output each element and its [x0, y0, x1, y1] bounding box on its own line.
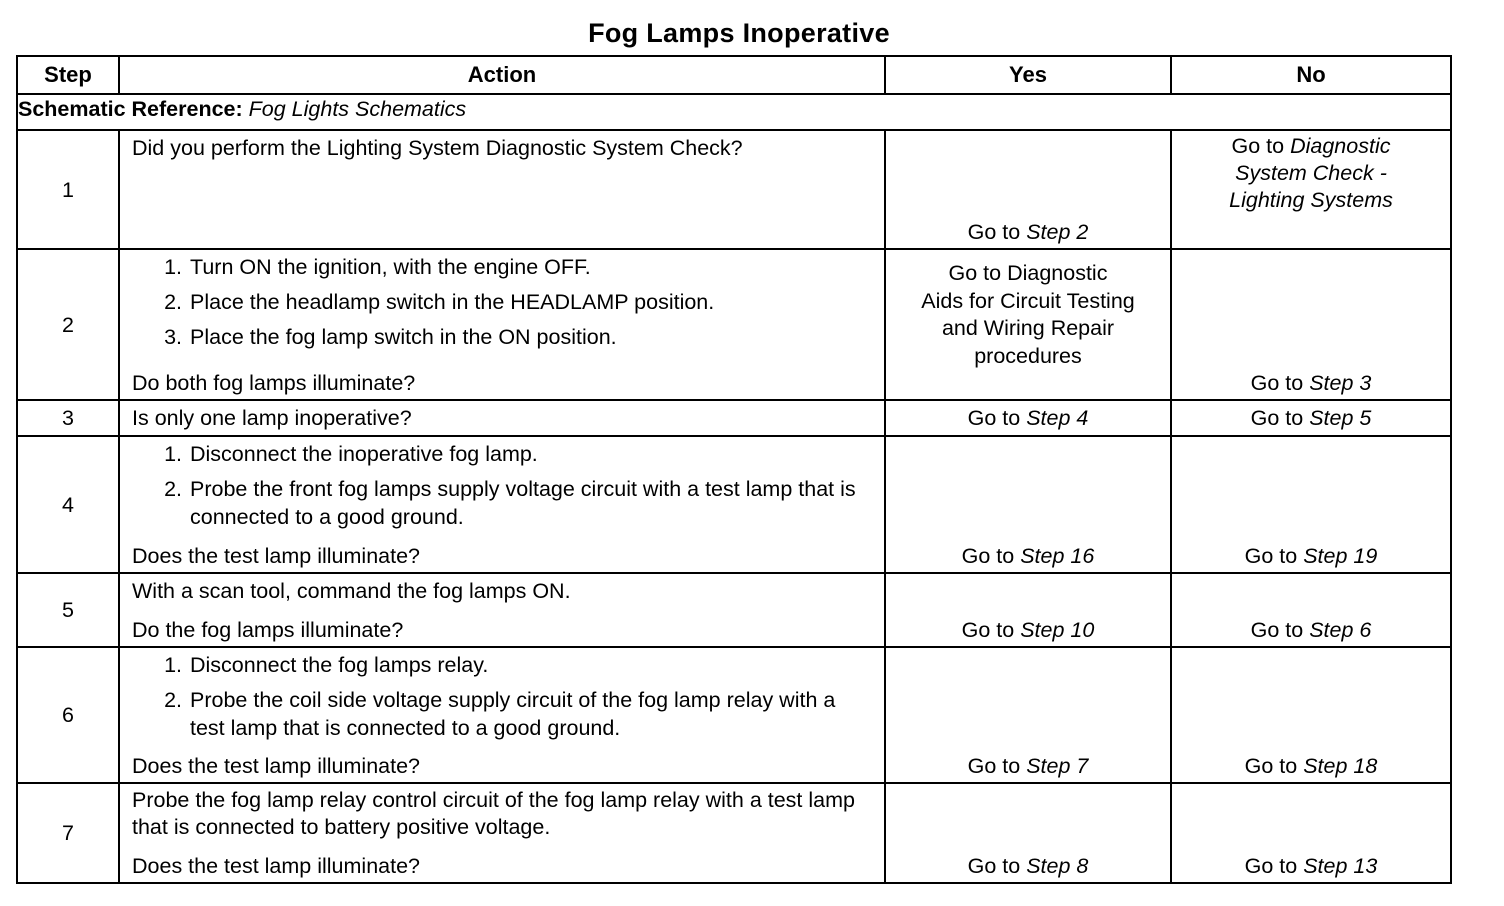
step-number: 5 [17, 573, 119, 647]
go-to-text: Go to [1244, 854, 1298, 878]
go-to-text: Go to [1250, 618, 1304, 642]
go-to-text: Go to [967, 220, 1021, 244]
no-cell [1171, 647, 1451, 783]
no-step-link[interactable]: Step 13 [1303, 854, 1378, 878]
yes-step-link[interactable]: Step 2 [1026, 220, 1089, 244]
header-row [17, 56, 1451, 94]
action-question: Do the fog lamps illuminate? [132, 618, 404, 642]
no-cell [1171, 436, 1451, 573]
no-ref-line-2[interactable]: System Check - [1235, 161, 1387, 185]
action-cell [119, 573, 885, 647]
schematic-link[interactable]: Fog Lights Schematics [248, 97, 467, 121]
yes-step-link[interactable]: Step 16 [1020, 544, 1095, 568]
action-question: Does the test lamp illuminate? [132, 754, 421, 778]
go-to-text: Go to [1231, 134, 1285, 158]
yes-cell [885, 130, 1171, 249]
action-list [132, 651, 874, 742]
action-cell [119, 400, 885, 436]
no-step-link[interactable]: Step 18 [1303, 754, 1378, 778]
yes-cell [885, 573, 1171, 647]
header-action: Action [119, 56, 885, 94]
go-to-text: Go to [1244, 754, 1298, 778]
schematic-row [17, 94, 1451, 130]
yes-step-link[interactable]: Step 10 [1020, 618, 1095, 642]
no-cell [1171, 249, 1451, 400]
action-cell [119, 130, 885, 249]
action-cell [119, 249, 885, 400]
yes-line-3: and Wiring Repair [941, 316, 1115, 340]
yes-cell [885, 400, 1171, 436]
step-number: 1 [17, 130, 119, 249]
no-cell [1171, 400, 1451, 436]
step-number: 4 [17, 436, 119, 573]
go-to-text: Go to [967, 854, 1021, 878]
action-item: 2. Probe the front fog lamps supply voltage circuit with a test lamp that is connected to a good ground. [188, 475, 874, 531]
yes-step-link[interactable]: Step 4 [1026, 406, 1089, 430]
go-to-text: Go to [1250, 371, 1304, 395]
action-list [132, 253, 874, 351]
no-ref-line-1[interactable]: Diagnostic [1290, 134, 1391, 158]
go-to-text: Go to [961, 544, 1015, 568]
action-cell [119, 436, 885, 573]
go-to-text: Go to [967, 406, 1021, 430]
table-row [17, 647, 1451, 783]
action-item: 1. Disconnect the fog lamps relay. [188, 651, 874, 679]
table-row [17, 249, 1451, 400]
action-item: 2. Probe the coil side voltage supply circuit of the fog lamp relay with a test lamp that is connected to a good ground. [188, 686, 874, 742]
step-number: 6 [17, 647, 119, 783]
action-cell [119, 783, 885, 883]
action-question: Does the test lamp illuminate? [132, 544, 421, 568]
action-text: Probe the fog lamp relay control circuit of the fog lamp relay with a test lamp that is connected to battery positive voltage. [132, 788, 855, 839]
yes-cell [885, 249, 1171, 400]
go-to-text: Go to [961, 618, 1015, 642]
no-step-link[interactable]: Step 6 [1309, 618, 1372, 642]
step-number: 3 [17, 400, 119, 436]
no-cell [1171, 573, 1451, 647]
no-cell [1171, 130, 1451, 249]
yes-cell [885, 783, 1171, 883]
yes-cell [885, 436, 1171, 573]
yes-step-link[interactable]: Step 7 [1026, 754, 1089, 778]
go-to-text: Go to [1244, 544, 1298, 568]
page-title: Fog Lamps Inoperative [588, 18, 890, 48]
no-step-link[interactable]: Step 19 [1303, 544, 1378, 568]
action-cell [119, 647, 885, 783]
action-list [132, 440, 874, 531]
action-question: Did you perform the Lighting System Diagnostic System Check? [132, 136, 743, 160]
go-to-text: Go to [967, 754, 1021, 778]
action-item: 1. Turn ON the ignition, with the engine OFF. [188, 253, 874, 281]
diagnostic-table [16, 55, 1452, 884]
yes-step-link[interactable]: Step 8 [1026, 854, 1089, 878]
table-row [17, 436, 1451, 573]
no-cell [1171, 783, 1451, 883]
table-row [17, 130, 1451, 249]
go-to-text: Go to [1250, 406, 1304, 430]
action-item: 1. Disconnect the inoperative fog lamp. [188, 440, 874, 468]
step-number: 7 [17, 783, 119, 883]
action-item: 3. Place the fog lamp switch in the ON position. [188, 323, 874, 351]
yes-line-1: Go to Diagnostic [948, 261, 1108, 285]
yes-line-4: procedures [974, 343, 1082, 368]
yes-line-2: Aids for Circuit Testing [921, 288, 1135, 313]
header-yes: Yes [885, 56, 1171, 94]
schematic-label: Schematic Reference: [18, 97, 243, 121]
no-ref-line-3[interactable]: Lighting Systems [1229, 188, 1393, 212]
no-step-link[interactable]: Step 5 [1309, 406, 1372, 430]
yes-cell [885, 647, 1171, 783]
action-item: 2. Place the headlamp switch in the HEADLAMP position. [188, 288, 874, 316]
action-question: Do both fog lamps illuminate? [132, 371, 416, 395]
schematic-reference [17, 94, 1451, 130]
step-number: 2 [17, 249, 119, 400]
table-row [17, 573, 1451, 647]
table-row [17, 783, 1451, 883]
header-no: No [1171, 56, 1451, 94]
header-step: Step [17, 56, 119, 94]
action-text: With a scan tool, command the fog lamps ON. [132, 579, 571, 603]
action-question: Is only one lamp inoperative? [132, 406, 412, 430]
table-row [17, 400, 1451, 436]
action-question: Does the test lamp illuminate? [132, 854, 421, 878]
no-step-link[interactable]: Step 3 [1309, 371, 1372, 395]
